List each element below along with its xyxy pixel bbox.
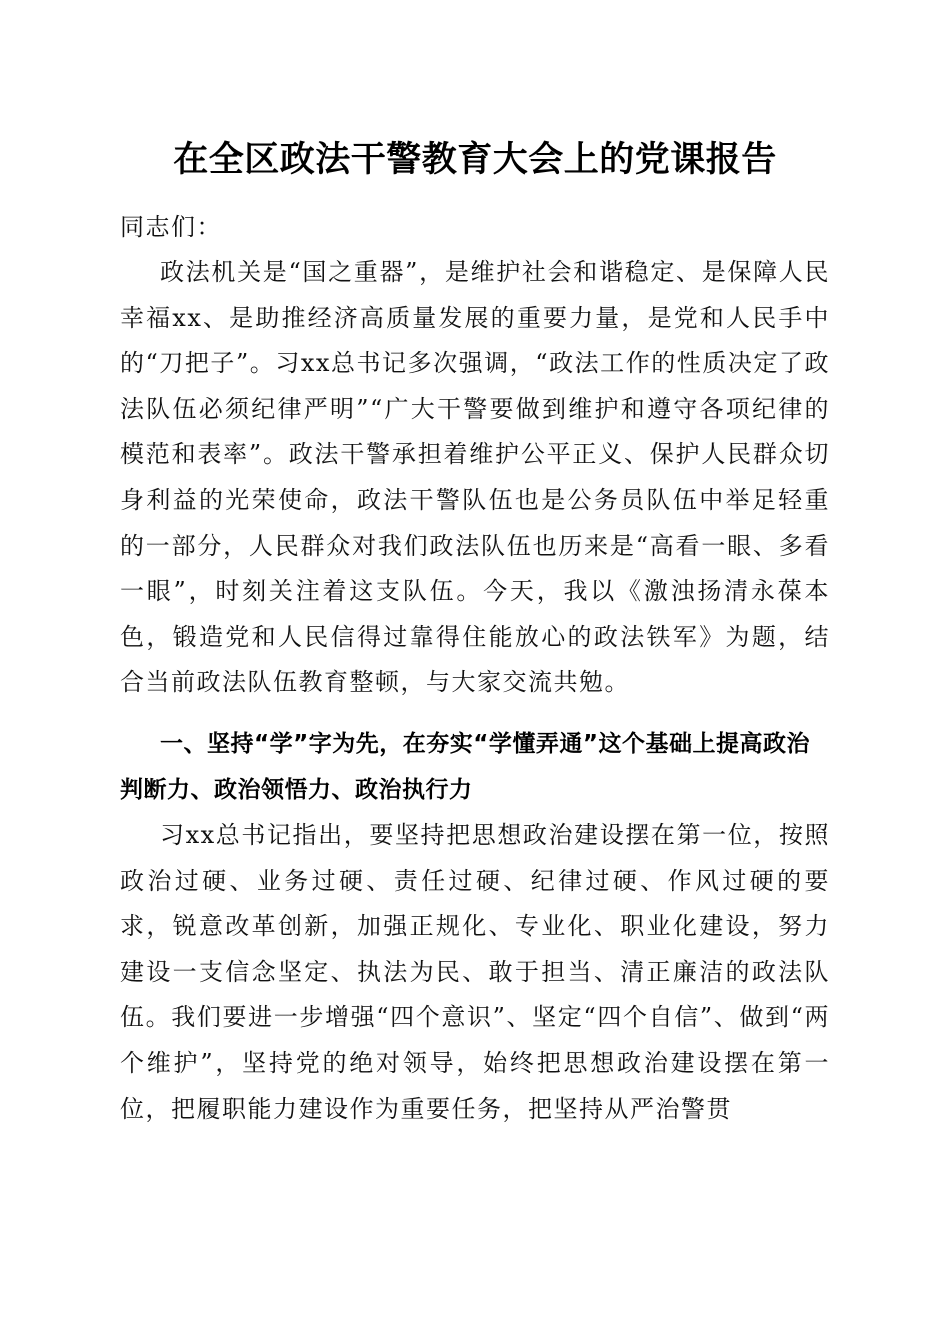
salutation: 同志们： bbox=[120, 213, 222, 241]
paragraph-intro: 政法机关是“国之重器”，是维护社会和谐稳定、是保障人民幸福xx、是助推经济高质量发展的重要力量，是党和人民手中的“刀把子”。习xx总书记多次强调，“政法工作的性质决定了政法队伍必须纪律严明”“广大干警要做到维护和遵守各项纪律的模范和表率”。政法干警承担着维护公平正义、保护人民群众切身利益的光荣使命，政法干警队伍也是公务员队伍中举足轻重的一部分，人民群众对我们政法队伍也历来是“高看一眼、多看一眼”，时刻关注着这支队伍。今天，我以《激浊扬清永葆本色，锻造党和人民信得过靠得住能放心的政法铁军》为题，结合当前政法队伍教育整顿，与大家交流共勉。 bbox=[120, 258, 830, 697]
paragraph-section-1: 习xx总书记指出，要坚持把思想政治建设摆在第一位，按照政治过硬、业务过硬、责任过硬、纪律过硬、作风过硬的要求，锐意改革创新，加强正规化、专业化、职业化建设，努力建设一支信念坚定、执法为民、敢于担当、清正廉洁的政法队伍。我们要进一步增强“四个意识”、坚定“四个自信”、做到“两个维护”，坚持党的绝对领导，始终把思想政治建设摆在第一位，把履职能力建设作为重要任务，把坚持从严治警贯 bbox=[120, 821, 830, 1123]
document-title: 在全区政法干警教育大会上的党课报告 bbox=[173, 139, 777, 180]
section-heading-1: 一、坚持“学”字为先，在夯实“学懂弄通”这个基础上提高政治判断力、政治领悟力、政治执行力 bbox=[120, 731, 810, 803]
